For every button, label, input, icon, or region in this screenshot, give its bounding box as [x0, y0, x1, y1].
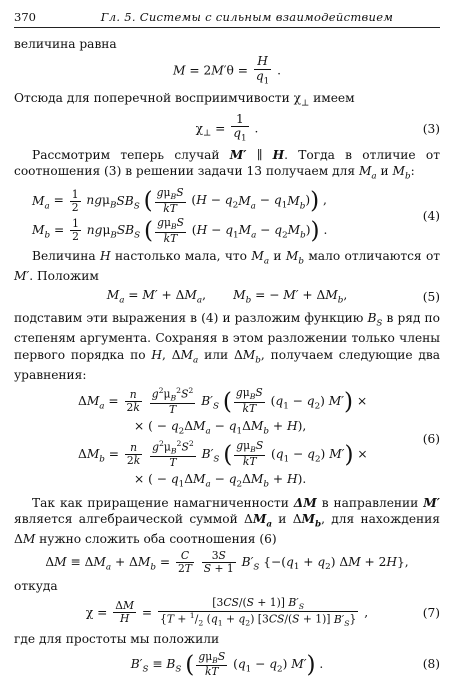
paragraph-2: Отсюда для поперечной восприимчивости $\chi_\perp$ имеем	[14, 90, 355, 109]
paragraph-3: Рассмотрим теперь случай M′ ∥ H. Тогда в отличие от соотношения (3) в решении задачи 13 получаем для $M_a$ и $M_b$:	[14, 148, 440, 182]
paragraph-7: откуда	[14, 578, 58, 593]
equation-number-5: (5)	[422, 290, 440, 305]
paragraph-4: Величина H настолько мала, что $M_a$ и $M_b$ мало отличаются от M′. Положим	[14, 249, 441, 284]
equation-5: $M_a = M' + \Delta M_a$, $M_b$ = − $M' + \Delta M_b$, (5)	[106, 288, 440, 306]
equation-number-6: (6)	[422, 431, 440, 446]
paragraph-8: где для простоты мы положили	[14, 632, 220, 647]
page-header	[14, 10, 440, 28]
equation-number-4: (4)	[422, 208, 440, 223]
running-title: Гл. 5. Системы с сильным взаимодействием	[100, 10, 394, 24]
equation-number-3: (3)	[422, 121, 440, 136]
paragraph-5: подставим эти выражения в (4) и разложим функцию $B_S$ в ряд по степеням аргумента. Сохраняя в этом разложении только члены первого порядка по H, $\Delta M_a$ или $\Delta M_b$, получаем следующие два уравнения:	[14, 311, 440, 382]
equation-m-value: M = 2M′θ = $\frac{H}{q_1}$ .	[173, 54, 281, 87]
paragraph-6: Так как приращение намагниченности ΔM в направлении M′ является алгебраической суммой $\Delta M_a$ и $\Delta M_b$, для нахождения ΔM нужно сложить оба соотношения (6)	[14, 495, 440, 546]
equation-number-8: (8)	[422, 657, 440, 672]
equation-number-7: (7)	[422, 605, 440, 620]
page-number: 370	[14, 10, 36, 24]
equation-8: $B'_S \equiv B_S$ ( $\frac{g\mu_BS}{kT}$ $(q_1 - q_2)$ M′) . (8)	[130, 649, 440, 679]
equation-6: $\Delta M_a$ = $\frac{n}{2k}$ $\frac{g^2\mu_B^2S^2}{T}$ $B'_S$ ( $\frac{g\mu_BS}{kT}$ $(q_1 - q_2) M'$) × × ( − $q_2\Delta M_a - q_1\Delta M_b + H$), $\Delta M_b$ = $\frac{n}{2k}$ $\frac{g^2\mu_B^2S^2}{T}$ $B'_S$ ( $\frac{g\mu_BS}{kT}$ $(q_1 - q_2) M'$) × × ( − $q_1\Delta M_a - q_2\Delta M_b + H$). (6)	[78, 385, 440, 490]
paragraph-1: величина равна	[14, 37, 117, 52]
equation-sum: $\Delta M \equiv \Delta M_a + \Delta M_b$ = $\frac{C}{2T}$ $\frac{3S}{S + 1}$ $B'_S$ $\{-(q_1 + q_2) \Delta M + 2H\}$,	[45, 548, 409, 575]
equation-4: $M_a$ = $\frac{1}{2}$ $ng\mu_BSB_S$ ( $\frac{g\mu_BS}{kT}$ $(H - q_2M_a - q_1M_b)$) , $M_b$ = $\frac{1}{2}$ $ng\mu_BSB_S$ ( $\frac{g\mu_BS}{kT}$ $(H - q_1M_a - q_2M_b)$) . (4)	[32, 186, 440, 245]
equation-7: χ = $\frac{\Delta M}{H}$ = $\frac{[3CS/(S + 1)] B'_S}{\{T + ^1/_2 (q_1 + q_2) [3CS/(S + 1)] B'_S\}}$ , (7)	[85, 595, 440, 628]
equation-3: $\chi_\perp$ = $\frac{1}{q_1}$ . (3)	[195, 111, 440, 144]
